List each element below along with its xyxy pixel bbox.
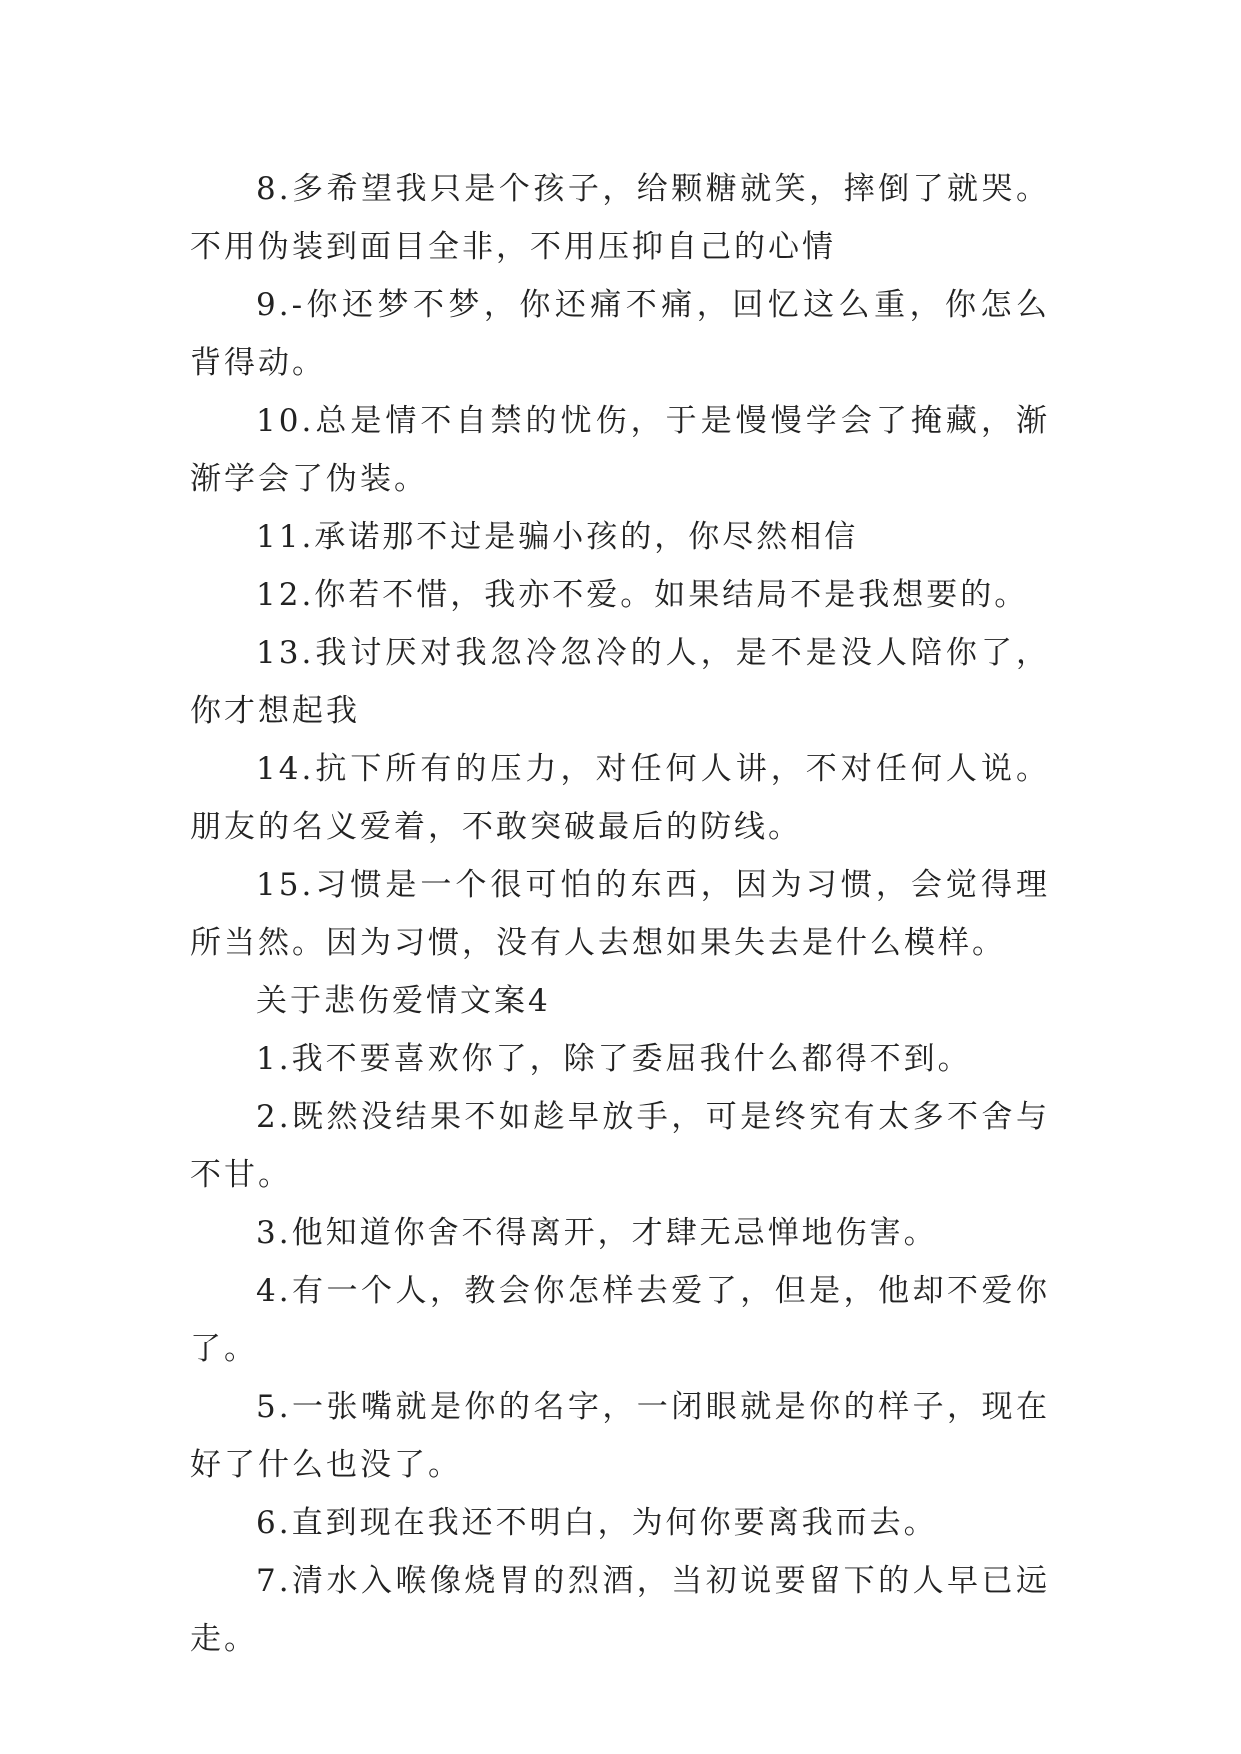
list-item: 3.他知道你舍不得离开，才肆无忌惮地伤害。 <box>256 1215 938 1251</box>
document-body <box>190 160 1050 1668</box>
list-item: 4.有一个人，教会你怎样去爱了，但是，他却不爱你了。 <box>190 1273 1050 1367</box>
list-item: 14.抗下所有的压力，对任何人讲，不对任何人说。朋友的名义爱着，不敢突破最后的防线。 <box>190 751 1050 845</box>
list-item: 6.直到现在我还不明白，为何你要离我而去。 <box>256 1505 938 1541</box>
list-item: 2.既然没结果不如趁早放手，可是终究有太多不舍与不甘。 <box>190 1099 1050 1193</box>
list-item: 12.你若不惜，我亦不爱。如果结局不是我想要的。 <box>256 577 1029 613</box>
list-item: 13.我讨厌对我忽冷忽冷的人，是不是没人陪你了，你才想起我 <box>190 635 1050 729</box>
list-item: 7.清水入喉像烧胃的烈酒，当初说要留下的人早已远走。 <box>190 1563 1050 1657</box>
list-item: 9.-你还梦不梦，你还痛不痛，回忆这么重，你怎么背得动。 <box>190 287 1050 381</box>
section-heading: 关于悲伤爱情文案4 <box>256 983 551 1019</box>
list-item: 5.一张嘴就是你的名字，一闭眼就是你的样子，现在好了什么也没了。 <box>190 1389 1050 1483</box>
list-item: 8.多希望我只是个孩子，给颗糖就笑，摔倒了就哭。不用伪装到面目全非，不用压抑自己的心情 <box>190 171 1050 265</box>
list-item: 11.承诺那不过是骗小孩的，你尽然相信 <box>256 519 859 555</box>
list-item: 15.习惯是一个很可怕的东西，因为习惯，会觉得理所当然。因为习惯，没有人去想如果失去是什么模样。 <box>190 867 1050 961</box>
list-item: 1.我不要喜欢你了，除了委屈我什么都得不到。 <box>256 1041 972 1077</box>
list-item: 10.总是情不自禁的忧伤，于是慢慢学会了掩藏，渐渐学会了伪装。 <box>190 403 1050 497</box>
